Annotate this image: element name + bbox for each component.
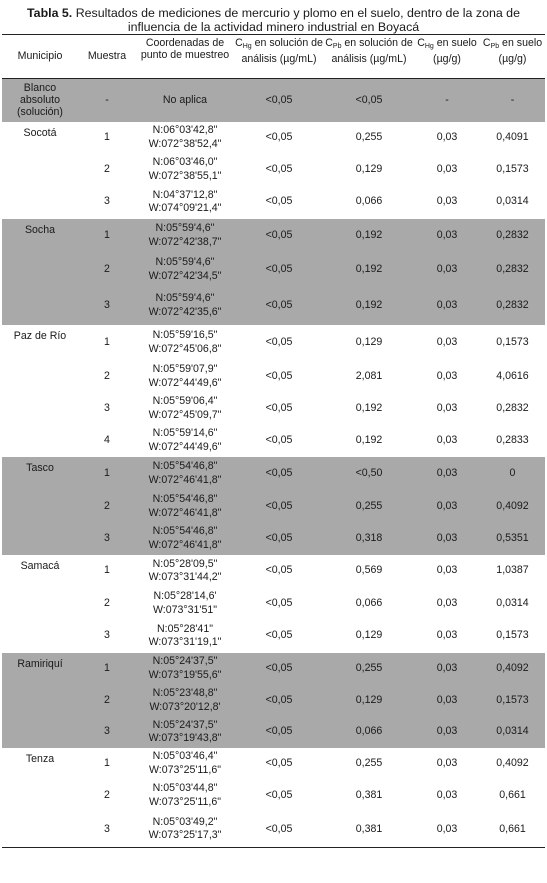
cell-hg-suelo: 0,03 (436, 629, 458, 642)
table-row (2, 393, 545, 425)
table-header (2, 35, 545, 79)
coord-latitude: N:05°59'4,6" (155, 292, 215, 304)
coord-longitude: W:073°25'11,6" (148, 763, 222, 776)
coord-latitude: N:05°28'41" (157, 622, 213, 635)
coord-latitude: N:05°54'46,8" (152, 460, 218, 472)
coord-latitude: N:05°28'09,5" (152, 557, 218, 570)
cell-hg-suelo: 0,03 (436, 822, 458, 835)
cell-muestra: 1 (78, 219, 136, 253)
cell-municipio: Samacá (20, 559, 60, 572)
coord-latitude: N:05°03'44,8" (152, 782, 218, 794)
cell-pb-suelo: 1,0387 (496, 564, 529, 577)
cell-coordenadas (136, 685, 234, 717)
coord-longitude: W:073°20'12,8' (149, 700, 221, 713)
cell-pb-solucion: 0,192 (355, 401, 383, 414)
cell-coordenadas (136, 393, 234, 425)
cell-hg-suelo: 0,03 (414, 491, 480, 523)
cell-pb-suelo: 0,4092 (480, 653, 545, 685)
coord-longitude: W:073°19'55,6" (148, 668, 222, 681)
cell-pb-suelo: 0,1573 (496, 162, 529, 175)
cell-hg-suelo: 0,03 (436, 130, 458, 143)
coord-longitude: W:072°44'49,6" (148, 440, 222, 453)
header-cpb-suelo: $C_{Pb}$ en suelo (µg/g) (482, 37, 543, 65)
cell-municipio: Tasco (2, 457, 78, 555)
coord-longitude: W:072°42'34,5" (148, 269, 222, 282)
cell-hg-suelo: 0,03 (436, 596, 458, 609)
cell-coordenadas (136, 457, 234, 491)
cell-pb-suelo: 0,2832 (480, 219, 545, 253)
cell-municipio: Ramiriquí (2, 653, 78, 748)
cell-pb-solucion: <0,05 (324, 79, 414, 122)
table-row (2, 186, 545, 219)
cell-hg-suelo: 0,03 (436, 369, 458, 382)
coord-longitude: W:072°45'09,7" (148, 408, 222, 421)
cell-municipio: Paz de Río (13, 329, 67, 342)
cell-hg-suelo: 0,03 (436, 756, 458, 769)
cell-hg-solucion: <0,05 (265, 433, 293, 446)
cell-coordenadas: No aplica (136, 79, 234, 122)
cell-pb-solucion: 0,192 (324, 219, 414, 253)
cell-hg-solucion: <0,05 (234, 653, 324, 685)
cell-coordenadas (136, 219, 234, 253)
coord-latitude: N:05°59'06,4" (152, 395, 218, 407)
cell-hg-suelo: 0,03 (436, 401, 458, 414)
cell-muestra: 1 (78, 653, 136, 685)
cell-muestra: 1 (104, 130, 110, 143)
cell-coordenadas (136, 122, 234, 154)
cell-coordenadas (136, 812, 234, 848)
coord-longitude: W:072°42'38,7" (148, 235, 222, 248)
cell-coordenadas (136, 491, 234, 523)
cell-pb-solucion: 0,192 (355, 433, 383, 446)
cell-muestra: 3 (104, 822, 110, 835)
cell-pb-suelo: 0 (480, 457, 545, 491)
cell-pb-suelo: 0,0314 (496, 596, 529, 609)
cell-municipio: Socha (2, 219, 78, 325)
cell-hg-suelo: 0,03 (436, 335, 458, 348)
header-coordenadas: Coordenadas de punto de muestreo (140, 37, 230, 61)
table-row (2, 425, 545, 457)
cell-hg-solucion: <0,05 (265, 756, 293, 769)
cell-hg-suelo: 0,03 (414, 253, 480, 287)
cell-hg-suelo: 0,03 (414, 287, 480, 325)
cell-coordenadas (136, 325, 234, 361)
cell-muestra: 2 (104, 596, 110, 609)
cell-pb-solucion: 0,192 (324, 287, 414, 325)
cell-coordenadas (136, 523, 234, 555)
cell-pb-solucion: 0,381 (355, 788, 383, 801)
cell-pb-suelo: 0,661 (499, 822, 526, 835)
cell-coordenadas (136, 253, 234, 287)
cell-hg-suelo: 0,03 (414, 653, 480, 685)
cell-pb-suelo: 0,0314 (480, 717, 545, 748)
cell-hg-solucion: <0,05 (265, 369, 293, 382)
cell-muestra: 2 (78, 253, 136, 287)
table-row (2, 253, 545, 287)
cell-hg-solucion: <0,05 (234, 219, 324, 253)
cell-pb-solucion: 0,318 (324, 523, 414, 555)
table-row (2, 122, 545, 154)
cell-pb-suelo: 0,4092 (496, 756, 529, 769)
cell-hg-solucion: <0,05 (265, 564, 293, 577)
cell-pb-solucion: 0,066 (355, 596, 383, 609)
cell-muestra: 3 (78, 287, 136, 325)
cell-hg-suelo: 0,03 (414, 457, 480, 491)
cell-coordenadas (136, 620, 234, 653)
cell-hg-suelo: 0,03 (436, 162, 458, 175)
coord-longitude: W:072°45'06,8" (148, 342, 222, 355)
cell-pb-suelo: 0,4091 (496, 130, 529, 143)
coord-latitude: N:05°59'16,5" (152, 329, 218, 341)
table-row (2, 219, 545, 253)
cell-pb-suelo: 0,1573 (496, 629, 529, 642)
cell-muestra: - (78, 79, 136, 122)
coord-latitude: N:05°59'07,9" (152, 363, 218, 375)
results-table (2, 34, 545, 848)
coord-latitude: N:06°03'46,0" (152, 156, 218, 168)
cell-muestra: 4 (104, 433, 110, 446)
cell-pb-solucion: 0,066 (355, 195, 383, 208)
cell-pb-suelo: 0,5351 (480, 523, 545, 555)
cell-hg-suelo: 0,03 (414, 685, 480, 717)
cell-pb-solucion: 0,255 (355, 756, 383, 769)
cell-muestra: 1 (104, 335, 110, 348)
caption-text: Resultados de mediciones de mercurio y plomo en el suelo, dentro de la zona de influencia de la actividad minero industrial en Boyacá (75, 6, 520, 34)
table-body (2, 79, 545, 848)
cell-pb-suelo: - (480, 79, 545, 122)
table-row (2, 491, 545, 523)
coord-latitude: N:05°23'48,8" (152, 687, 218, 699)
cell-pb-solucion: <0,50 (324, 457, 414, 491)
coord-longitude: W:072°38'55,1" (148, 169, 222, 182)
table-row (2, 287, 545, 325)
cell-hg-solucion: <0,05 (234, 253, 324, 287)
cell-muestra: 3 (104, 195, 110, 208)
cell-pb-suelo: 4,0616 (496, 369, 529, 382)
cell-coordenadas (136, 588, 234, 620)
cell-pb-suelo: 0,1573 (496, 335, 529, 348)
cell-hg-suelo: 0,03 (414, 523, 480, 555)
cell-muestra: 3 (104, 629, 110, 642)
cell-pb-solucion: 2,081 (355, 369, 383, 382)
cell-pb-solucion: 0,129 (324, 685, 414, 717)
cell-coordenadas (136, 361, 234, 393)
cell-muestra: 2 (104, 369, 110, 382)
header-chg-solucion: $C_{Hg}$ en solución de análisis (µg/mL) (235, 37, 323, 65)
cell-hg-solucion: <0,05 (265, 596, 293, 609)
table-row (2, 555, 545, 588)
coord-latitude: N:05°24'37,5" (152, 718, 218, 731)
coord-longitude: W:073°31'44,2" (148, 571, 222, 583)
table-row (2, 685, 545, 717)
cell-muestra: 3 (78, 523, 136, 555)
cell-hg-solucion: <0,05 (265, 629, 293, 642)
cell-hg-suelo: 0,03 (436, 433, 458, 446)
cell-pb-solucion: 0,381 (355, 822, 383, 835)
cell-hg-solucion: <0,05 (234, 685, 324, 717)
coord-longitude: W:072°38'52,4" (148, 137, 222, 150)
cell-pb-solucion: 0,192 (324, 253, 414, 287)
cell-hg-suelo: 0,03 (436, 788, 458, 801)
cell-muestra: 2 (104, 788, 110, 801)
coord-latitude: N:05°59'14,6" (152, 427, 218, 439)
coord-latitude: N:04°37'12,8" (152, 188, 218, 201)
table-row (2, 780, 545, 812)
table-row (2, 361, 545, 393)
cell-muestra: 2 (78, 491, 136, 523)
cell-coordenadas (136, 425, 234, 457)
cell-municipio: Blanco absoluto (solución) (2, 79, 78, 122)
cell-municipio: Socotá (23, 126, 57, 139)
cell-muestra: 1 (78, 457, 136, 491)
cell-coordenadas (136, 154, 234, 186)
coord-latitude: N:05°59'4,6" (155, 256, 215, 268)
cell-hg-solucion: <0,05 (265, 401, 293, 414)
cell-hg-solucion: <0,05 (234, 457, 324, 491)
cell-muestra: 1 (104, 564, 110, 577)
cell-pb-solucion: 0,569 (355, 564, 383, 577)
cell-muestra: 2 (78, 685, 136, 717)
table-row (2, 154, 545, 186)
table-row (2, 748, 545, 780)
coord-latitude: N:05°28'14,6' (153, 590, 217, 602)
coord-longitude: W:073°19'43,8" (148, 732, 222, 744)
coord-longitude: W:072°46'41,8" (148, 506, 222, 519)
cell-muestra: 1 (104, 756, 110, 769)
coord-latitude: N:06°03'42,8" (152, 124, 218, 136)
cell-coordenadas (136, 186, 234, 219)
cell-hg-solucion: <0,05 (265, 822, 293, 835)
cell-pb-solucion: 0,129 (355, 335, 383, 348)
cell-municipio: Tenza (25, 752, 55, 765)
header-muestra: Muestra (87, 50, 127, 62)
table-row (2, 812, 545, 848)
coord-latitude: N:05°03'49,2" (152, 815, 218, 828)
coord-longitude: W:074°09'21,4" (148, 202, 222, 214)
cell-hg-solucion: <0,05 (234, 79, 324, 122)
cell-hg-solucion: <0,05 (265, 788, 293, 801)
table-row (2, 620, 545, 653)
header-cpb-solucion: $C_{Pb}$ en solución de análisis (µg/mL) (325, 37, 413, 65)
cell-hg-suelo: 0,03 (436, 195, 458, 208)
coord-latitude: N:05°54'46,8" (152, 525, 218, 537)
cell-pb-solucion: 0,066 (324, 717, 414, 748)
cell-coordenadas (136, 748, 234, 780)
cell-pb-solucion: 0,255 (355, 130, 383, 143)
cell-hg-suelo: 0,03 (414, 717, 480, 748)
header-chg-suelo: $C_{Hg}$ en suelo (µg/g) (417, 37, 477, 65)
cell-pb-solucion: 0,129 (355, 629, 383, 642)
cell-coordenadas (136, 653, 234, 685)
cell-muestra: 3 (78, 717, 136, 748)
coord-longitude: W:073°25'17,3" (148, 829, 222, 842)
caption-label: Tabla 5. (27, 6, 73, 20)
cell-pb-suelo: 0,2832 (480, 287, 545, 325)
cell-pb-solucion: 0,255 (324, 491, 414, 523)
table-row (2, 717, 545, 748)
cell-muestra: 3 (104, 401, 110, 414)
cell-hg-solucion: <0,05 (234, 491, 324, 523)
cell-hg-suelo: 0,03 (436, 564, 458, 577)
table-row (2, 457, 545, 491)
table-row-blanco (2, 79, 545, 122)
coord-longitude: W:073°25'11,6" (148, 795, 222, 808)
cell-pb-solucion: 0,129 (355, 162, 383, 175)
cell-pb-suelo: 0,2832 (496, 401, 529, 414)
table-caption (0, 0, 547, 34)
cell-pb-suelo: 0,0314 (496, 195, 529, 208)
coord-longitude: W:073°31'51" (152, 603, 217, 616)
cell-coordenadas (136, 717, 234, 748)
cell-pb-suelo: 0,2832 (480, 253, 545, 287)
cell-coordenadas (136, 555, 234, 588)
coord-latitude: N:05°54'46,8" (152, 493, 218, 505)
cell-pb-suelo: 0,4092 (480, 491, 545, 523)
cell-hg-solucion: <0,05 (234, 523, 324, 555)
table-row (2, 653, 545, 685)
table-row (2, 325, 545, 361)
cell-hg-solucion: <0,05 (234, 287, 324, 325)
cell-pb-suelo: 0,1573 (480, 685, 545, 717)
cell-pb-solucion: 0,255 (324, 653, 414, 685)
cell-pb-suelo: 0,2833 (496, 433, 529, 446)
coord-latitude: N:05°03'46,4" (152, 750, 218, 762)
cell-muestra: 2 (104, 162, 110, 175)
cell-hg-solucion: <0,05 (265, 162, 293, 175)
coord-longitude: W:072°46'41,8" (148, 473, 222, 486)
cell-hg-suelo: - (414, 79, 480, 122)
cell-hg-solucion: <0,05 (265, 335, 293, 348)
coord-longitude: W:072°44'49,6" (148, 376, 222, 389)
header-municipio: Municipio (17, 50, 63, 62)
coord-longitude: W:073°31'19,1" (148, 636, 222, 648)
coord-longitude: W:072°46'41,8" (148, 538, 222, 551)
coord-latitude: N:05°24'37,5" (152, 655, 218, 667)
cell-hg-solucion: <0,05 (265, 195, 293, 208)
cell-hg-suelo: 0,03 (414, 219, 480, 253)
cell-coordenadas (136, 780, 234, 812)
cell-coordenadas (136, 287, 234, 325)
cell-hg-solucion: <0,05 (265, 130, 293, 143)
cell-hg-solucion: <0,05 (234, 717, 324, 748)
table-row (2, 523, 545, 555)
coord-latitude: N:05°59'4,6" (155, 222, 215, 234)
coord-longitude: W:072°42'35,6" (148, 305, 222, 318)
table-row (2, 588, 545, 620)
cell-pb-suelo: 0,661 (499, 788, 526, 801)
